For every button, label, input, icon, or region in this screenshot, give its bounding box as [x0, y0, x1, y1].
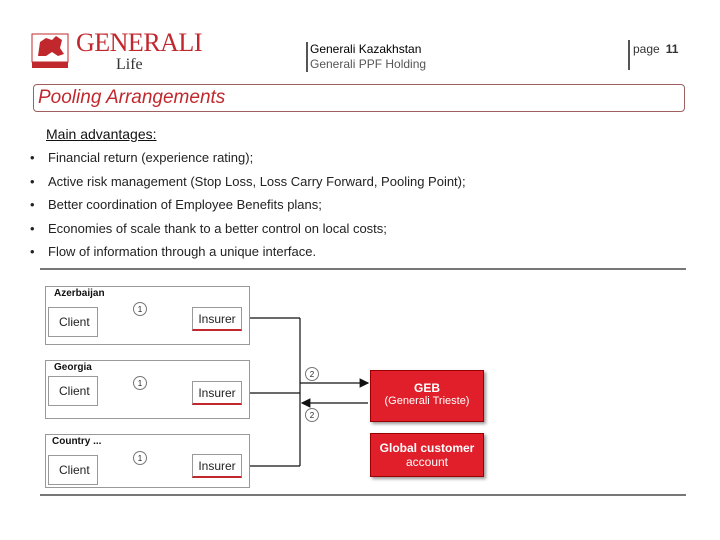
logo-subtitle: Life	[116, 56, 143, 73]
client-box-georgia: Client	[48, 376, 98, 406]
step-badge: 1	[133, 451, 147, 465]
list-item: • Active risk management (Stop Loss, Loss Carry Forward, Pooling Point);	[30, 173, 466, 189]
main-advantages-heading: Main advantages:	[46, 126, 157, 142]
group-label-azerbaijan: Azerbaijan	[54, 288, 105, 299]
geb-subtitle: (Generali Trieste)	[384, 395, 470, 408]
page-title: Pooling Arrangements	[38, 87, 226, 108]
step-badge-2-top: 2	[305, 367, 319, 381]
gca-line1: Global customer	[379, 441, 475, 455]
insurer-box-country: Insurer	[192, 454, 242, 478]
group-label-country: Country ...	[52, 436, 102, 447]
geb-title: GEB	[413, 381, 440, 395]
group-label-georgia: Georgia	[54, 362, 92, 373]
page-number: 11	[665, 42, 679, 56]
client-box-azerbaijan: Client	[48, 307, 98, 337]
logo-wordmark: GENERALI	[76, 28, 202, 57]
list-item: • Better coordination of Employee Benefits plans;	[30, 197, 322, 212]
holding-name: Generali PPF Holding	[310, 57, 427, 71]
gca-line2: account	[405, 455, 449, 470]
page-label: page	[633, 42, 660, 56]
company-name: Generali Kazakhstan	[310, 42, 422, 56]
insurer-box-azerbaijan: Insurer	[192, 307, 242, 331]
step-badge-2-bottom: 2	[305, 408, 319, 422]
global-customer-account-box	[370, 433, 484, 477]
insurer-box-georgia: Insurer	[192, 381, 242, 405]
list-item: • Flow of information through a unique interface.	[30, 244, 317, 259]
client-box-country: Client	[48, 455, 98, 485]
geb-box	[370, 370, 484, 422]
list-item: • Financial return (experience rating);	[30, 150, 254, 165]
list-item: • Economies of scale thank to a better control on local costs;	[30, 220, 387, 236]
step-badge: 1	[133, 376, 147, 390]
step-badge: 1	[133, 302, 147, 316]
